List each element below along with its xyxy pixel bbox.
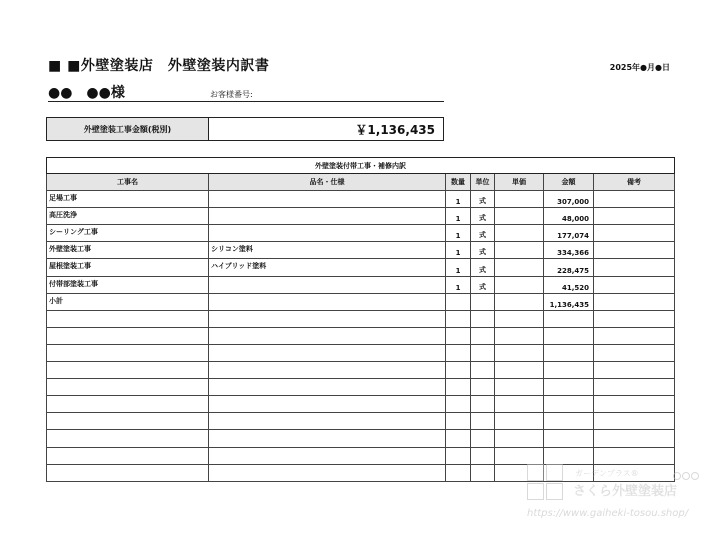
table-row [47,242,675,259]
watermark-url: https://www.gaiheki-tosou.shop/ [527,508,689,519]
total-amount-label: 外壁塗装工事金額(税別) [47,118,209,140]
cell-work-name [47,447,209,464]
cell-remarks [594,310,675,327]
cell-unit: 式 [471,242,495,259]
cell-unit [471,379,495,396]
cell-remarks [594,276,675,293]
table-row [47,259,675,276]
cell-amount: 177,074 [544,225,594,242]
cell-amount [544,327,594,344]
table-row [47,413,675,430]
cell-product-spec [209,362,446,379]
watermark [527,464,707,528]
cell-unit [471,396,495,413]
cell-remarks [594,447,675,464]
cell-remarks [594,396,675,413]
cell-work-name [47,362,209,379]
cell-quantity [446,464,471,481]
total-amount-value: ￥1,136,435 [355,122,435,137]
total-amount-box [46,117,444,141]
header-product-spec: 品名・仕様 [209,174,446,191]
cell-quantity: 1 [446,208,471,225]
cell-unit: 式 [471,208,495,225]
cell-quantity [446,396,471,413]
table-row [47,327,675,344]
cell-remarks [594,225,675,242]
cell-work-name [47,327,209,344]
cell-quantity: 1 [446,225,471,242]
cell-work-name: 屋根塗装工事 [47,259,209,276]
cell-unit-price [495,344,544,361]
cell-remarks [594,344,675,361]
cell-work-name: 外壁塗装工事 [47,242,209,259]
breakdown-table [46,157,675,482]
cell-quantity [446,310,471,327]
cell-work-name: シーリング工事 [47,225,209,242]
cell-quantity [446,327,471,344]
cell-unit [471,310,495,327]
cell-amount [544,362,594,379]
cell-quantity [446,293,471,310]
table-header-row [47,174,675,191]
cell-quantity [446,379,471,396]
cell-remarks [594,293,675,310]
cell-work-name [47,379,209,396]
cell-product-spec [209,430,446,447]
cell-remarks [594,430,675,447]
header-unit: 単位 [471,174,495,191]
table-caption: 外壁塗装付帯工事・補修内訳 [47,158,675,174]
cell-quantity [446,344,471,361]
cell-amount [544,344,594,361]
table-row [47,344,675,361]
cell-unit [471,362,495,379]
cell-work-name: 高圧洗浄 [47,208,209,225]
cell-quantity: 1 [446,276,471,293]
cell-work-name [47,344,209,361]
cell-product-spec [209,208,446,225]
header-amount: 金額 [544,174,594,191]
cell-unit [471,464,495,481]
cell-unit: 式 [471,225,495,242]
cell-unit [471,344,495,361]
watermark-tagline: ガーデンプラス® [575,469,639,478]
table-row [47,447,675,464]
cell-unit [471,413,495,430]
cell-work-name: 小計 [47,293,209,310]
cell-amount [544,396,594,413]
table-row [47,396,675,413]
cell-work-name: 足場工事 [47,191,209,208]
watermark-logo-icon [527,464,565,502]
cell-amount [544,430,594,447]
cell-unit-price [495,276,544,293]
table-row [47,362,675,379]
cell-quantity [446,362,471,379]
document-date: 2025年●月●日 [609,63,670,72]
cell-unit [471,293,495,310]
table-row [47,430,675,447]
cell-unit: 式 [471,259,495,276]
cell-remarks [594,191,675,208]
header-remarks: 備考 [594,174,675,191]
cell-quantity: 1 [446,242,471,259]
header-unit-price: 単価 [495,174,544,191]
cell-remarks [594,379,675,396]
cell-work-name [47,396,209,413]
cell-product-spec [209,379,446,396]
header-work-name: 工事名 [47,174,209,191]
cell-amount [544,379,594,396]
cell-product-spec: シリコン塗料 [209,242,446,259]
watermark-brand: さくら外壁塗装店 [573,484,678,499]
cell-unit-price [495,191,544,208]
cell-product-spec [209,276,446,293]
shop-title: ■ ■外壁塗装店 外壁塗装内訳書 [48,58,270,74]
cell-product-spec [209,396,446,413]
table-row [47,191,675,208]
table-row [47,310,675,327]
cell-amount: 41,520 [544,276,594,293]
cell-unit [471,447,495,464]
cell-amount: 334,366 [544,242,594,259]
cell-remarks [594,413,675,430]
cell-amount [544,413,594,430]
cell-amount [544,310,594,327]
cell-product-spec [209,327,446,344]
cell-product-spec [209,225,446,242]
cell-work-name: 付帯部塗装工事 [47,276,209,293]
cell-unit-price [495,242,544,259]
cell-product-spec [209,344,446,361]
cell-unit-price [495,225,544,242]
cell-work-name [47,310,209,327]
cell-remarks [594,327,675,344]
cell-work-name [47,430,209,447]
cell-unit-price [495,447,544,464]
cell-unit: 式 [471,191,495,208]
cell-unit: 式 [471,276,495,293]
cell-product-spec [209,447,446,464]
sakura-flower-icon [672,470,702,482]
cell-product-spec [209,191,446,208]
cell-work-name [47,413,209,430]
cell-unit-price [495,259,544,276]
cell-remarks [594,259,675,276]
cell-product-spec [209,310,446,327]
cell-product-spec [209,293,446,310]
cell-unit-price [495,396,544,413]
cell-quantity [446,413,471,430]
table-row [47,276,675,293]
table-row [47,225,675,242]
header-quantity: 数量 [446,174,471,191]
cell-amount: 1,136,435 [544,293,594,310]
cell-quantity: 1 [446,191,471,208]
cell-remarks [594,208,675,225]
cell-quantity [446,430,471,447]
cell-remarks [594,242,675,259]
cell-amount: 228,475 [544,259,594,276]
cell-unit-price [495,310,544,327]
cell-unit [471,327,495,344]
cell-unit-price [495,293,544,310]
table-row [47,379,675,396]
cell-work-name [47,464,209,481]
table-row [47,208,675,225]
cell-quantity [446,447,471,464]
cell-quantity: 1 [446,259,471,276]
cell-product-spec: ハイブリッド塗料 [209,259,446,276]
customer-name: ●● ●●様 [48,85,125,101]
cell-unit-price [495,413,544,430]
customer-line [48,82,444,102]
table-row [47,293,675,310]
cell-unit [471,430,495,447]
cell-amount: 48,000 [544,208,594,225]
cell-unit-price [495,208,544,225]
customer-number-label: お客様番号: [210,90,253,99]
cell-unit-price [495,379,544,396]
cell-amount: 307,000 [544,191,594,208]
cell-unit-price [495,430,544,447]
cell-unit-price [495,327,544,344]
cell-product-spec [209,464,446,481]
cell-remarks [594,362,675,379]
cell-product-spec [209,413,446,430]
cell-amount [544,447,594,464]
cell-unit-price [495,362,544,379]
